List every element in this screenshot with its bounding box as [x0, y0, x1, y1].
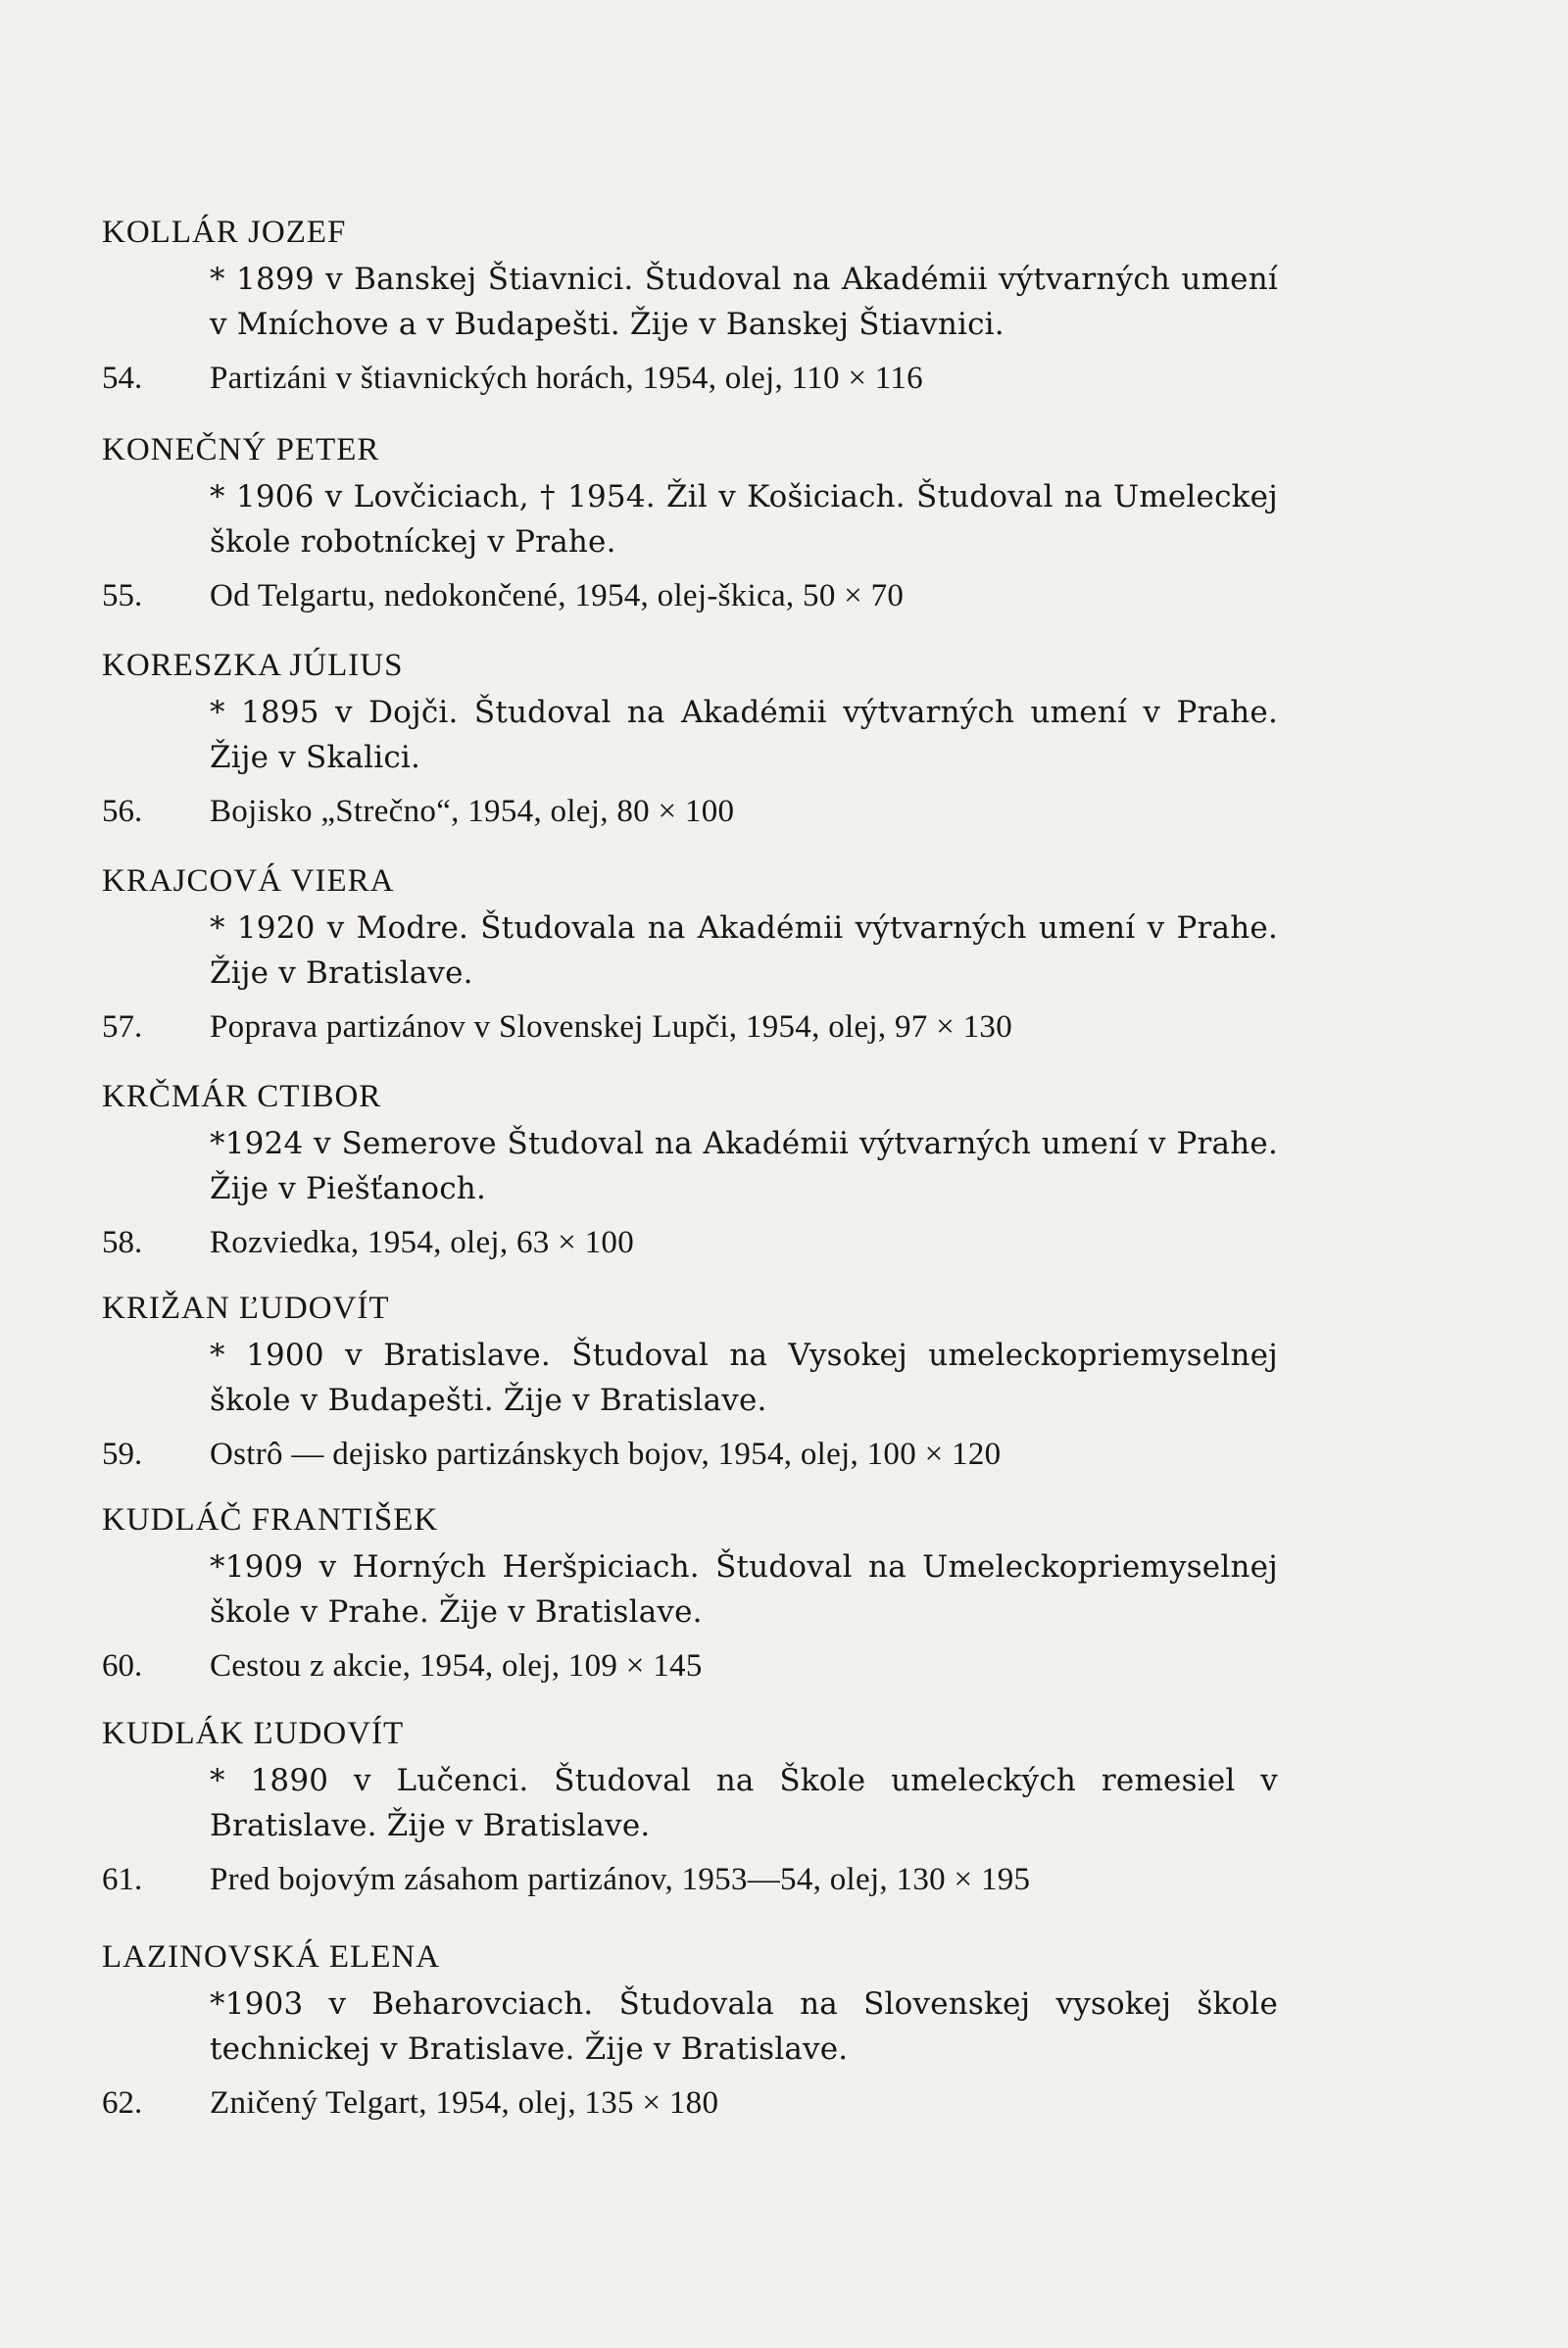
artwork-number: 59. [102, 1437, 143, 1472]
artist-bio: * 1890 v Lučenci. Študoval na Škole umeleckých remesiel v Bratislave. Žije v Bratislave. [210, 1763, 1278, 1843]
artist-entry [102, 1715, 1278, 1901]
artist-bio: * 1920 v Modre. Študovala na Akadémii výtvarných umení v Prahe. Žije v Bratislave. [210, 910, 1278, 991]
artwork-title: Zničený Telgart, 1954, olej, 135 × 180 [210, 2085, 719, 2121]
artwork-item [102, 790, 1278, 833]
artist-name: KRIŽAN ĽUDOVÍT [102, 1291, 390, 1326]
artist-entry [102, 1938, 1278, 2125]
artist-bio: * 1906 v Lovčiciach, † 1954. Žil v Košiciach. Študoval na Umeleckej škole robotníckej v Prahe. [210, 479, 1278, 560]
artist-bio: *1924 v Semerove Študoval na Akadémii výtvarných umení v Prahe. Žije v Piešťanoch. [210, 1126, 1278, 1206]
artwork-title: Pred bojovým zásahom partizánov, 1953—54, olej, 130 × 195 [210, 1862, 1031, 1897]
artist-entry [102, 862, 1278, 1049]
artist-name: KUDLÁČ FRANTIŠEK [102, 1502, 439, 1538]
artwork-number: 61. [102, 1862, 143, 1897]
artwork-item [102, 1005, 1278, 1049]
artwork-item [102, 357, 1278, 400]
artwork-item [102, 1433, 1278, 1476]
artwork-title: Ostrô — dejisko partizánskych bojov, 1954, olej, 100 × 120 [210, 1437, 1002, 1472]
artwork-title: Partizáni v štiavnických horách, 1954, olej, 110 × 116 [210, 361, 923, 396]
artist-name: KORESZKA JÚLIUS [102, 648, 404, 683]
artwork-item [102, 2081, 1278, 2125]
artwork-number: 57. [102, 1009, 143, 1045]
artist-entry [102, 1501, 1278, 1688]
artist-name: KONEČNÝ PETER [102, 432, 380, 467]
artwork-item [102, 1644, 1278, 1688]
artist-entry [102, 647, 1278, 833]
artist-entry [102, 431, 1278, 617]
artwork-number: 60. [102, 1648, 143, 1684]
artist-name: KRČMÁR CTIBOR [102, 1079, 382, 1114]
artist-name: KRAJCOVÁ VIERA [102, 863, 395, 899]
artwork-number: 62. [102, 2085, 143, 2121]
artist-entry [102, 1078, 1278, 1264]
artwork-item [102, 1858, 1278, 1901]
artist-bio: *1909 v Horných Heršpiciach. Študoval na Umeleckopriemyselnej škole v Prahe. Žije v Bratislave. [210, 1549, 1278, 1630]
artist-name: KOLLÁR JOZEF [102, 215, 347, 250]
artist-bio: *1903 v Beharovciach. Študovala na Slovenskej vysokej škole technickej v Bratislave. Žije v Bratislave. [210, 1986, 1278, 2067]
artist-bio: * 1895 v Dojči. Študoval na Akadémii výtvarných umení v Prahe. Žije v Skalici. [210, 695, 1278, 775]
artwork-number: 56. [102, 794, 143, 829]
artist-entry [102, 1290, 1278, 1476]
artwork-title: Cestou z akcie, 1954, olej, 109 × 145 [210, 1648, 703, 1684]
artist-bio: * 1900 v Bratislave. Študoval na Vysokej umeleckopriemyselnej škole v Budapešti. Žije v Bratislave. [210, 1338, 1278, 1418]
artwork-title: Od Telgartu, nedokončené, 1954, olej-škica, 50 × 70 [210, 578, 905, 613]
artwork-number: 55. [102, 578, 143, 613]
artwork-title: Bojisko „Strečno“, 1954, olej, 80 × 100 [210, 794, 735, 829]
artwork-title: Rozviedka, 1954, olej, 63 × 100 [210, 1225, 635, 1260]
artwork-number: 54. [102, 361, 143, 396]
artist-bio: * 1899 v Banskej Štiavnici. Študoval na Akadémii výtvarných umení v Mníchove a v Budapešti. Žije v Banskej Štiavnici. [210, 262, 1278, 342]
artwork-title: Poprava partizánov v Slovenskej Lupči, 1954, olej, 97 × 130 [210, 1009, 1012, 1045]
artwork-number: 58. [102, 1225, 143, 1260]
artist-name: LAZINOVSKÁ ELENA [102, 1939, 441, 1975]
artist-entry [102, 214, 1278, 400]
artwork-item [102, 1221, 1278, 1264]
artwork-item [102, 574, 1278, 617]
artist-name: KUDLÁK ĽUDOVÍT [102, 1716, 405, 1751]
